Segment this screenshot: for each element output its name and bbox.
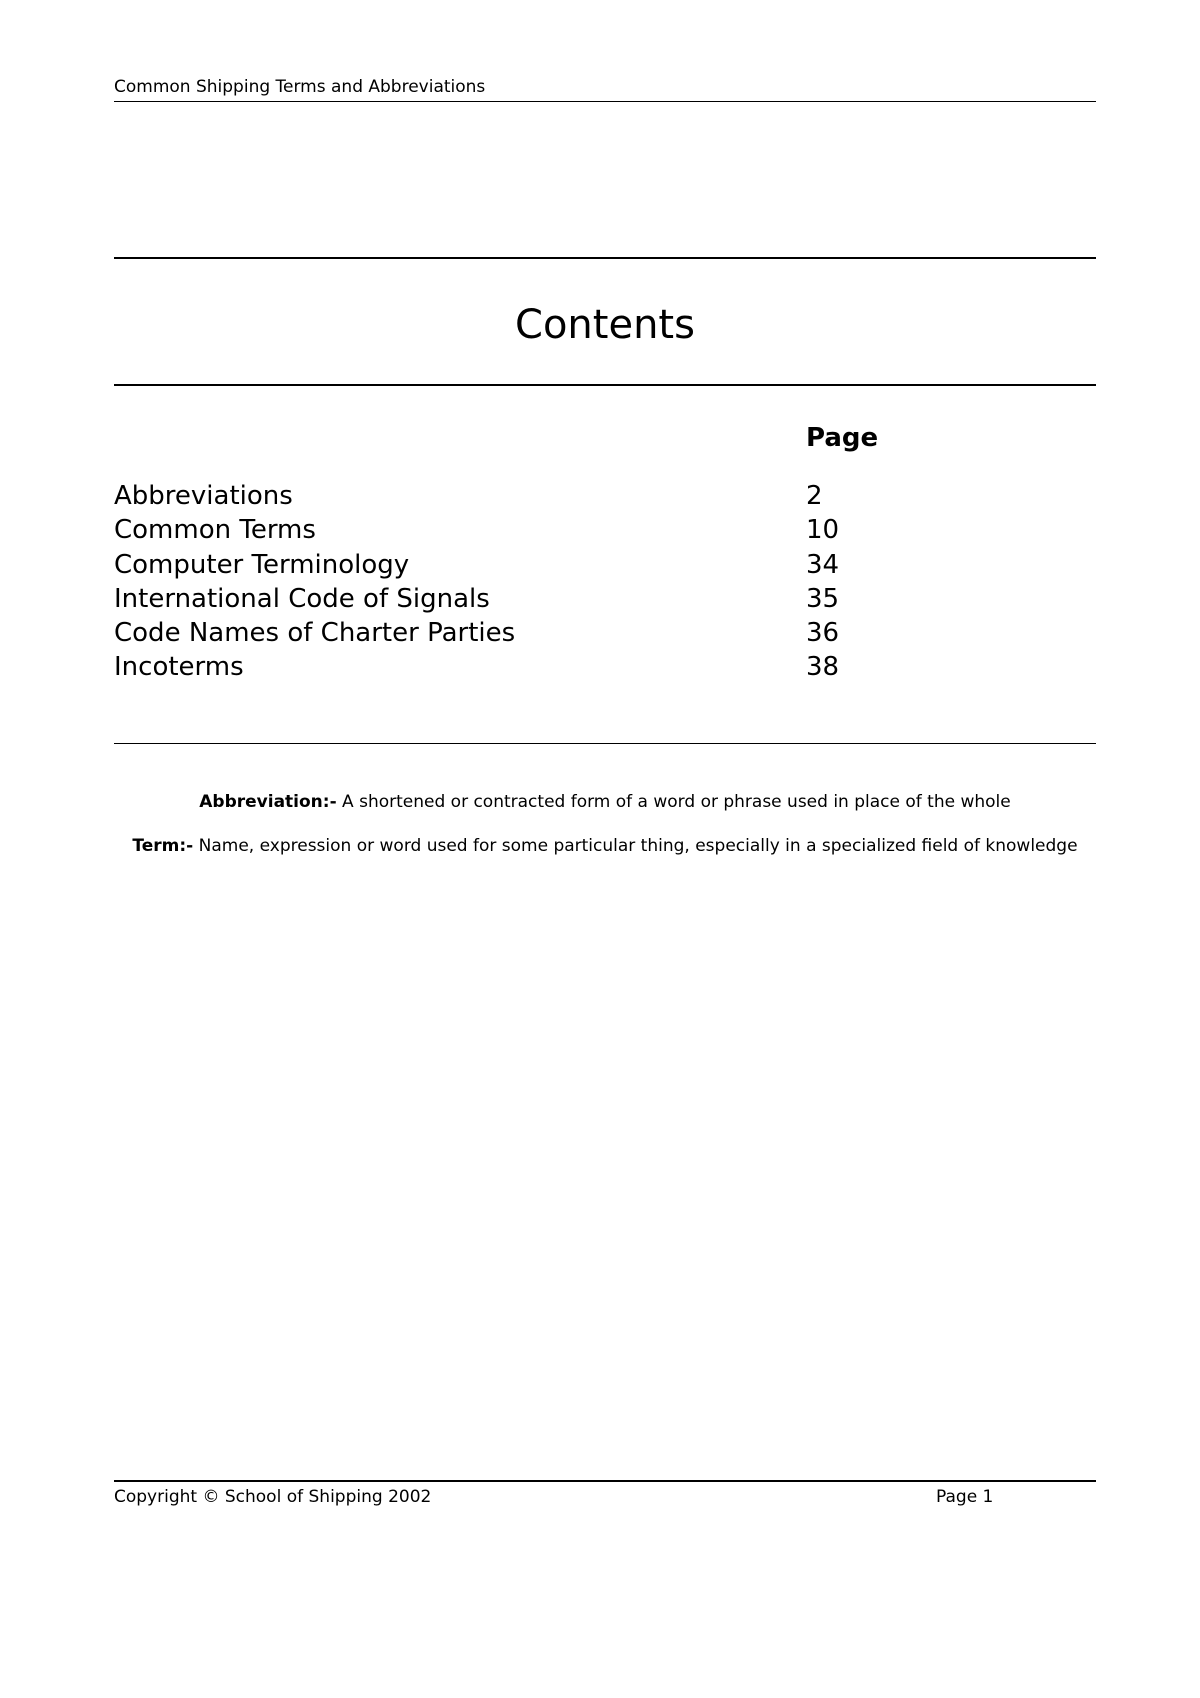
definition-text: A shortened or contracted form of a word or phrase used in place of the whole [336,792,1011,812]
toc-entry-page: 10 [806,515,840,546]
toc-entry-page: 36 [806,618,840,649]
toc-entry-common-terms[interactable] [114,513,1096,547]
toc-entry-name: Code Names of Charter Parties [114,618,516,649]
abbreviation-definition [114,790,1096,814]
toc-entry-name: Common Terms [114,515,316,546]
document-title: Common Shipping Terms and Abbreviations [114,77,486,97]
table-of-contents [114,479,1096,685]
term-definition [114,834,1096,858]
toc-entry-name: Abbreviations [114,481,293,511]
definition-text: Name, expression or word used for some particular thing, especially in a specialized field of knowledge [193,836,1078,856]
page-number: Page 1 [936,1487,994,1507]
toc-entry-code-names-of-charter-parties[interactable] [114,616,1096,650]
toc-entry-abbreviations[interactable] [114,479,1096,513]
toc-entry-computer-terminology[interactable] [114,548,1096,582]
toc-entry-page: 34 [806,549,840,580]
toc-entry-name: International Code of Signals [114,583,490,614]
copyright-notice: Copyright © School of Shipping 2002 [114,1487,432,1507]
title-top-rule [114,257,1096,259]
title-bottom-rule [114,384,1096,386]
toc-entry-international-code-of-signals[interactable] [114,582,1096,616]
page-column-header: Page [806,423,879,453]
toc-entry-page: 2 [806,481,823,511]
footer-rule [114,1480,1096,1482]
toc-entry-incoterms[interactable] [114,650,1096,684]
page-header [114,76,1096,102]
toc-entry-name: Computer Terminology [114,549,410,580]
toc-bottom-rule [114,743,1096,744]
toc-entry-page: 38 [806,652,840,683]
toc-entry-name: Incoterms [114,652,244,683]
definition-term: Term:- [132,836,194,856]
toc-entry-page: 35 [806,583,840,614]
page-title: Contents [515,302,695,348]
definition-term: Abbreviation:- [199,792,337,812]
